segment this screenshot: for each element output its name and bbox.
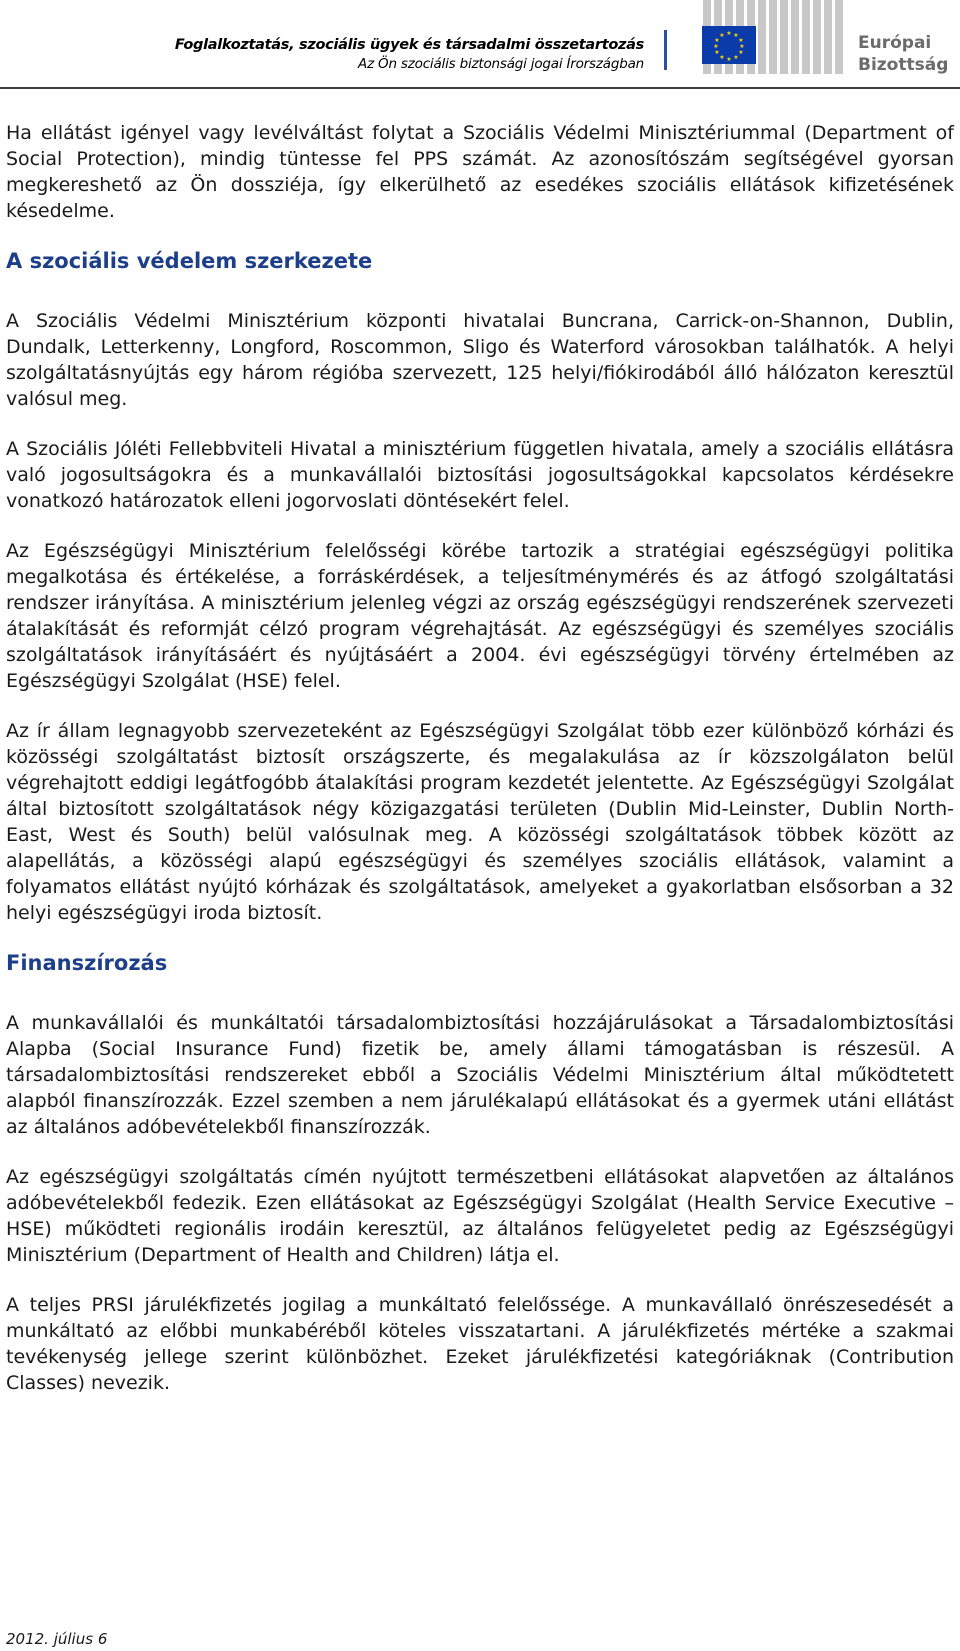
svg-text:★: ★	[733, 54, 739, 61]
svg-text:★: ★	[738, 49, 744, 56]
svg-text:★: ★	[726, 56, 732, 63]
logo-wordmark	[858, 32, 948, 76]
paragraph-1: Ha ellátást igényel vagy levélváltást folytat a Szociális Védelmi Minisztériummal (Department of Social Protection), mindig tüntesse fel PPS számát. Az azonosítószám segítségével gyorsan megkereshető az Ön dossziéja, így elkerülhető az esedékes szociális ellátások kifizetésének késedelme.	[6, 122, 954, 222]
page-footer	[6, 1630, 107, 1648]
svg-text:★: ★	[719, 54, 725, 61]
paragraph-2: A Szociális Védelmi Minisztérium központi hivatalai Buncrana, Carrick-on-Shannon, Dublin, Dundalk, Letterkenny, Longford, Roscommon, Sligo és Waterford városokban találhatók. A helyi szolgáltatásnyújtás egy három régióba szervezett, 125 helyi/fiókirodából álló hálózaton keresztül valósul meg.	[6, 310, 954, 410]
header-divider	[664, 30, 667, 70]
logo-line1: Európai	[858, 33, 932, 53]
svg-text:★: ★	[733, 32, 739, 39]
paragraph-8: A teljes PRSI járulékfizetés jogilag a munkáltató felelőssége. A munkavállaló önrészesedését a munkáltató az előbbi munkabéréből köteles visszatartani. A járulékfizetés mértéke a szakmai tevékenység jellege szerint különbözhet. Ezeket járulékfizetési kategóriáknak (Contribution Classes) nevezik.	[6, 1294, 954, 1394]
section-heading-financing: Finanszírozás	[6, 951, 168, 975]
paragraph-7: Az egészségügyi szolgáltatás címén nyújtott természetbeni ellátásokat alapvetően az általános adóbevételekből fedezik. Ezen ellátásokat az Egészségügyi Szolgálat (Health Service Executive – HSE) működteti regionális irodáin keresztül, az általános felügyeletet pedig az Egészségügyi Minisztérium (Department of Health and Children) látja el.	[6, 1166, 954, 1266]
paragraph-5: Az ír állam legnagyobb szervezeteként az Egészségügyi Szolgálat több ezer különböző kórházi és közösségi szolgáltatást biztosít országszerte, és megalakulása az ír közszolgálaton belül végrehajtott eddigi legátfogóbb átalakítási program kezdetét jelentette. Az Egészségügyi Szolgálat által biztosított szolgáltatások négy közigazgatási területen (Dublin Mid-Leinster, Dublin North-East, West és South) belül valósulnak meg. A közösségi szolgáltatások többek között az alapellátás, a közösségi alapú egészségügyi és személyes szociális ellátások, valamint a folyamatos ellátást nyújtó kórházak és szolgáltatások, amelyeket a gyakorlatban elsősorban a 32 helyi egészségügyi iroda biztosít.	[6, 720, 954, 924]
page-number: 6	[97, 1630, 108, 1648]
main-content	[6, 120, 954, 1420]
header-rule	[0, 87, 960, 89]
svg-text:★: ★	[739, 43, 745, 50]
logo-line2: Bizottság	[858, 55, 949, 75]
svg-text:★: ★	[719, 32, 725, 39]
page-header	[0, 0, 960, 86]
paragraph-6: A munkavállalói és munkáltatói társadalombiztosítási hozzájárulásokat a Társadalombiztosítási Alapba (Social Insurance Fund) fizetik be, amely állami támogatásban is részesül. A társadalombiztosítási rendszereket ebből a Szociális Védelmi Minisztérium által működtetett alapból finanszírozzák. Ezzel szemben a nem járulékalapú ellátásokat és a gyermek utáni ellátást az általános adóbevételekből finanszírozzák.	[6, 1012, 954, 1138]
svg-text:★: ★	[714, 37, 720, 44]
svg-text:★: ★	[726, 30, 732, 37]
svg-text:★: ★	[738, 37, 744, 44]
section-heading-structure: A szociális védelem szerkezete	[6, 249, 373, 273]
header-text	[175, 36, 644, 74]
paragraph-3: A Szociális Jóléti Fellebbviteli Hivatal a minisztérium független hivatala, amely a szociális ellátásra való jogosultságokra és a munkavállalói biztosítási jogosultságokkal kapcsolatos kérdésekre vonatkozó határozatok elleni jogorvoslati döntésekért felel.	[6, 438, 954, 512]
header-title: Foglalkoztatás, szociális ügyek és társadalmi összetartozás	[174, 37, 644, 53]
footer-date: 2012. július	[6, 1630, 94, 1648]
svg-text:★: ★	[714, 49, 720, 56]
paragraph-4: Az Egészségügyi Minisztérium felelősségi körébe tartozik a stratégiai egészségügyi politika megalkotása és értékelése, a forráskérdések, a teljesítménymérés és az átfogó szolgáltatási rendszer irányítása. A minisztérium jelenleg végzi az ország egészségügyi rendszerének szervezeti átalakítását és reformját célzó program végrehajtását. Az egészségügyi és személyes szociális szolgáltatások irányításáért és nyújtásáért a 2004. évi egészségügyi törvény értelmében az Egészségügyi Szolgálat (HSE) felel.	[6, 540, 954, 692]
header-subtitle: Az Ön szociális biztonsági jogai Írországban	[358, 56, 644, 72]
svg-text:★: ★	[713, 43, 719, 50]
